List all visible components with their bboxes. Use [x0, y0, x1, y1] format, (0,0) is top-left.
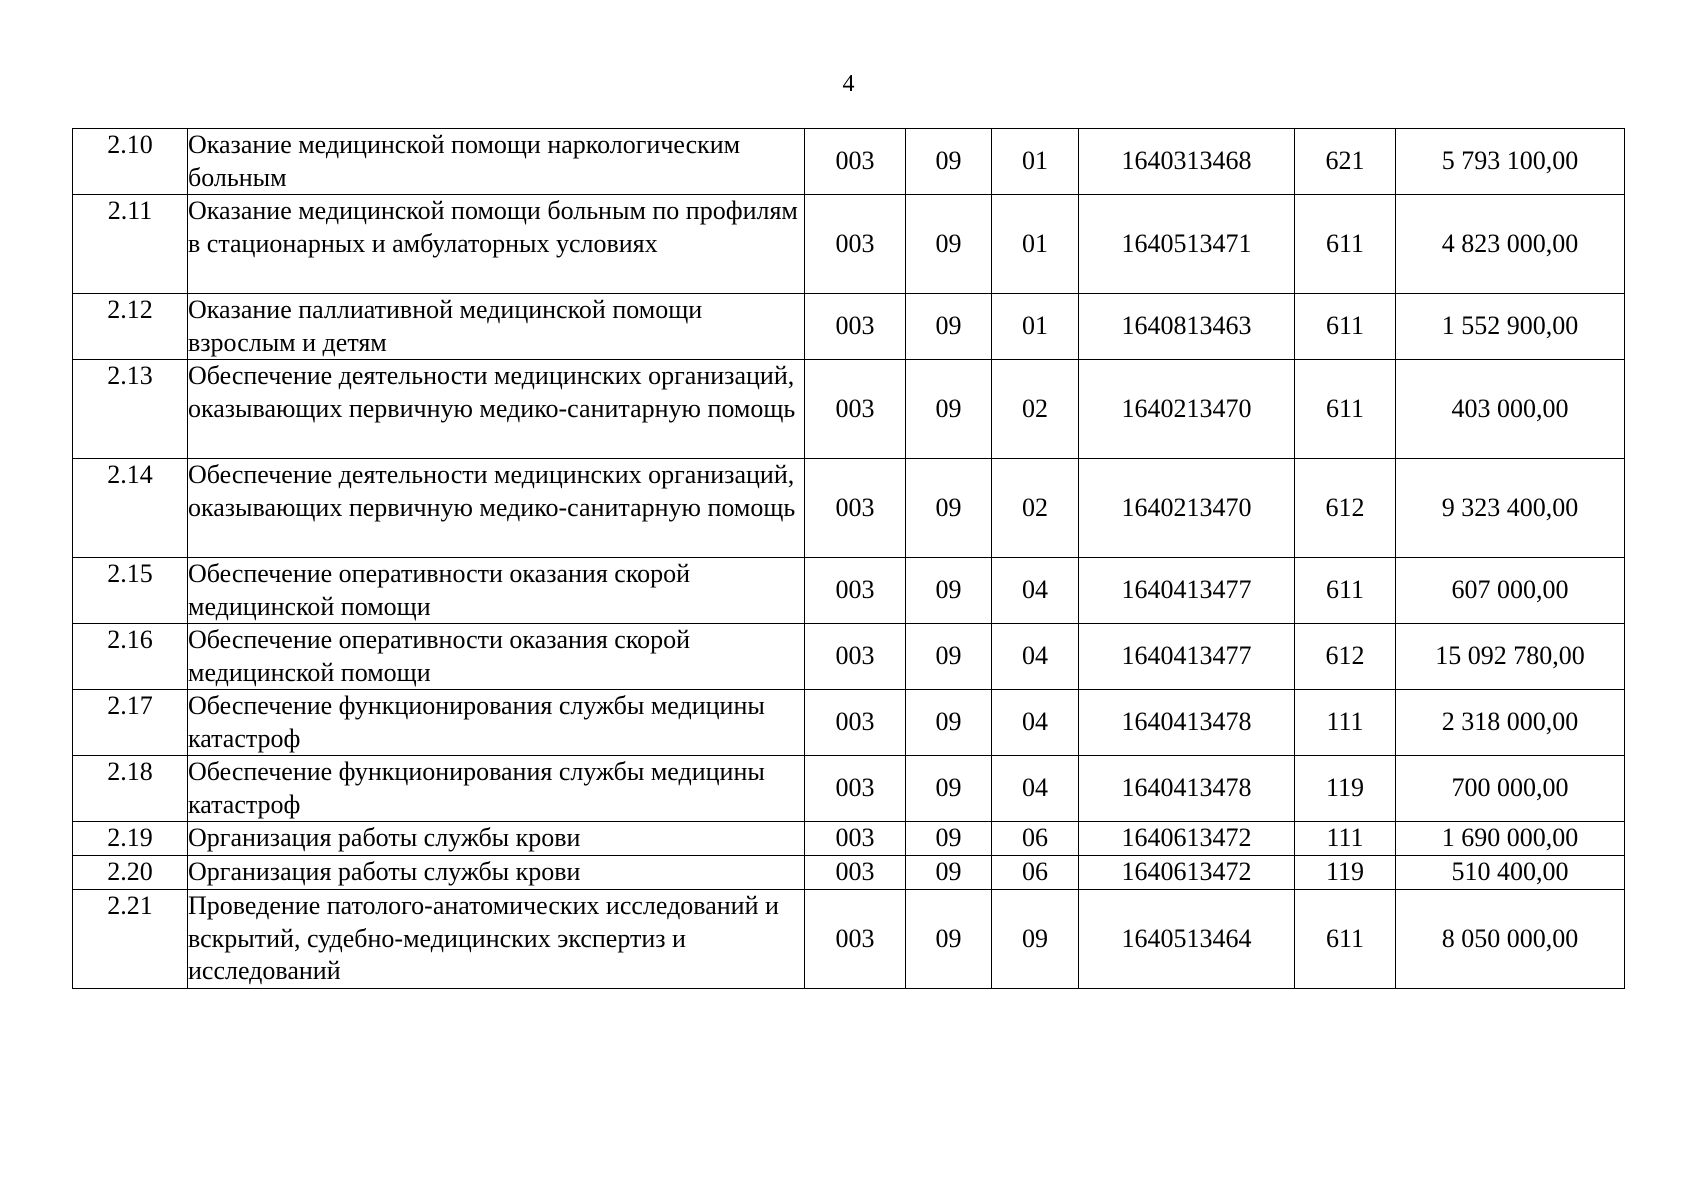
table-row — [73, 459, 1625, 558]
table-row — [73, 822, 1625, 856]
subsection-code: 04 — [992, 690, 1079, 756]
subsection-code: 01 — [992, 294, 1079, 360]
target-article-code: 1640813463 — [1079, 294, 1295, 360]
amount: 510 400,00 — [1396, 856, 1625, 890]
expense-type-code: 119 — [1295, 856, 1396, 890]
subsection-code: 04 — [992, 558, 1079, 624]
section-code: 09 — [906, 129, 992, 195]
subsection-code: 06 — [992, 822, 1079, 856]
subsection-code: 06 — [992, 856, 1079, 890]
table-row — [73, 294, 1625, 360]
department-code: 003 — [805, 294, 906, 360]
amount: 9 323 400,00 — [1396, 459, 1625, 558]
section-code: 09 — [906, 890, 992, 989]
department-code: 003 — [805, 890, 906, 989]
row-number: 2.16 — [73, 624, 188, 690]
expense-type-code: 111 — [1295, 690, 1396, 756]
section-code: 09 — [906, 624, 992, 690]
section-code: 09 — [906, 756, 992, 822]
row-number: 2.12 — [73, 294, 188, 360]
department-code: 003 — [805, 624, 906, 690]
department-code: 003 — [805, 558, 906, 624]
expense-name: Организация работы службы крови — [188, 856, 805, 890]
amount: 8 050 000,00 — [1396, 890, 1625, 989]
subsection-code: 02 — [992, 360, 1079, 459]
section-code: 09 — [906, 558, 992, 624]
amount: 5 793 100,00 — [1396, 129, 1625, 195]
expense-type-code: 611 — [1295, 360, 1396, 459]
subsection-code: 02 — [992, 459, 1079, 558]
department-code: 003 — [805, 195, 906, 294]
department-code: 003 — [805, 756, 906, 822]
row-number: 2.13 — [73, 360, 188, 459]
expense-name: Обеспечение оперативности оказания скорой медицинской помощи — [188, 624, 805, 690]
expense-type-code: 119 — [1295, 756, 1396, 822]
target-article-code: 1640213470 — [1079, 360, 1295, 459]
expense-name: Оказание медицинской помощи больным по профилям в стационарных и амбулаторных условиях — [188, 195, 805, 294]
department-code: 003 — [805, 690, 906, 756]
table-row — [73, 195, 1625, 294]
budget-allocation-table — [72, 128, 1625, 989]
row-number: 2.18 — [73, 756, 188, 822]
section-code: 09 — [906, 822, 992, 856]
subsection-code: 01 — [992, 129, 1079, 195]
expense-name: Организация работы службы крови — [188, 822, 805, 856]
target-article-code: 1640313468 — [1079, 129, 1295, 195]
expense-type-code: 111 — [1295, 822, 1396, 856]
subsection-code: 09 — [992, 890, 1079, 989]
expense-name: Оказание медицинской помощи наркологическим больным — [188, 129, 805, 195]
section-code: 09 — [906, 360, 992, 459]
subsection-code: 04 — [992, 756, 1079, 822]
amount: 4 823 000,00 — [1396, 195, 1625, 294]
section-code: 09 — [906, 294, 992, 360]
expense-type-code: 621 — [1295, 129, 1396, 195]
expense-name: Оказание паллиативной медицинской помощи взрослым и детям — [188, 294, 805, 360]
expense-type-code: 611 — [1295, 195, 1396, 294]
expense-type-code: 612 — [1295, 459, 1396, 558]
row-number: 2.11 — [73, 195, 188, 294]
subsection-code: 01 — [992, 195, 1079, 294]
amount: 607 000,00 — [1396, 558, 1625, 624]
amount: 2 318 000,00 — [1396, 690, 1625, 756]
department-code: 003 — [805, 459, 906, 558]
section-code: 09 — [906, 856, 992, 890]
section-code: 09 — [906, 195, 992, 294]
row-number: 2.19 — [73, 822, 188, 856]
expense-type-code: 611 — [1295, 890, 1396, 989]
table-row — [73, 890, 1625, 989]
row-number: 2.14 — [73, 459, 188, 558]
target-article-code: 1640413477 — [1079, 558, 1295, 624]
table-row — [73, 129, 1625, 195]
amount: 403 000,00 — [1396, 360, 1625, 459]
subsection-code: 04 — [992, 624, 1079, 690]
expense-type-code: 611 — [1295, 294, 1396, 360]
row-number: 2.10 — [73, 129, 188, 195]
expense-name: Обеспечение деятельности медицинских организаций, оказывающих первичную медико-санитарную помощь — [188, 459, 805, 558]
section-code: 09 — [906, 459, 992, 558]
target-article-code: 1640213470 — [1079, 459, 1295, 558]
amount: 700 000,00 — [1396, 756, 1625, 822]
expense-name: Обеспечение деятельности медицинских организаций, оказывающих первичную медико-санитарную помощь — [188, 360, 805, 459]
table-row — [73, 856, 1625, 890]
expense-type-code: 612 — [1295, 624, 1396, 690]
amount: 15 092 780,00 — [1396, 624, 1625, 690]
department-code: 003 — [805, 856, 906, 890]
table-row — [73, 690, 1625, 756]
row-number: 2.20 — [73, 856, 188, 890]
expense-name: Обеспечение оперативности оказания скорой медицинской помощи — [188, 558, 805, 624]
row-number: 2.21 — [73, 890, 188, 989]
target-article-code: 1640413478 — [1079, 690, 1295, 756]
target-article-code: 1640413477 — [1079, 624, 1295, 690]
department-code: 003 — [805, 129, 906, 195]
department-code: 003 — [805, 360, 906, 459]
table-row — [73, 624, 1625, 690]
department-code: 003 — [805, 822, 906, 856]
table-row — [73, 558, 1625, 624]
table-row — [73, 360, 1625, 459]
target-article-code: 1640513471 — [1079, 195, 1295, 294]
expense-type-code: 611 — [1295, 558, 1396, 624]
page-number: 4 — [842, 71, 855, 97]
expense-name: Обеспечение функционирования службы медицины катастроф — [188, 756, 805, 822]
amount: 1 690 000,00 — [1396, 822, 1625, 856]
row-number: 2.17 — [73, 690, 188, 756]
section-code: 09 — [906, 690, 992, 756]
table-row — [73, 756, 1625, 822]
target-article-code: 1640413478 — [1079, 756, 1295, 822]
expense-name: Обеспечение функционирования службы медицины катастроф — [188, 690, 805, 756]
target-article-code: 1640613472 — [1079, 822, 1295, 856]
expense-name: Проведение патолого-анатомических исследований и вскрытий, судебно-медицинских экспертиз и исследований — [188, 890, 805, 989]
target-article-code: 1640613472 — [1079, 856, 1295, 890]
amount: 1 552 900,00 — [1396, 294, 1625, 360]
target-article-code: 1640513464 — [1079, 890, 1295, 989]
row-number: 2.15 — [73, 558, 188, 624]
